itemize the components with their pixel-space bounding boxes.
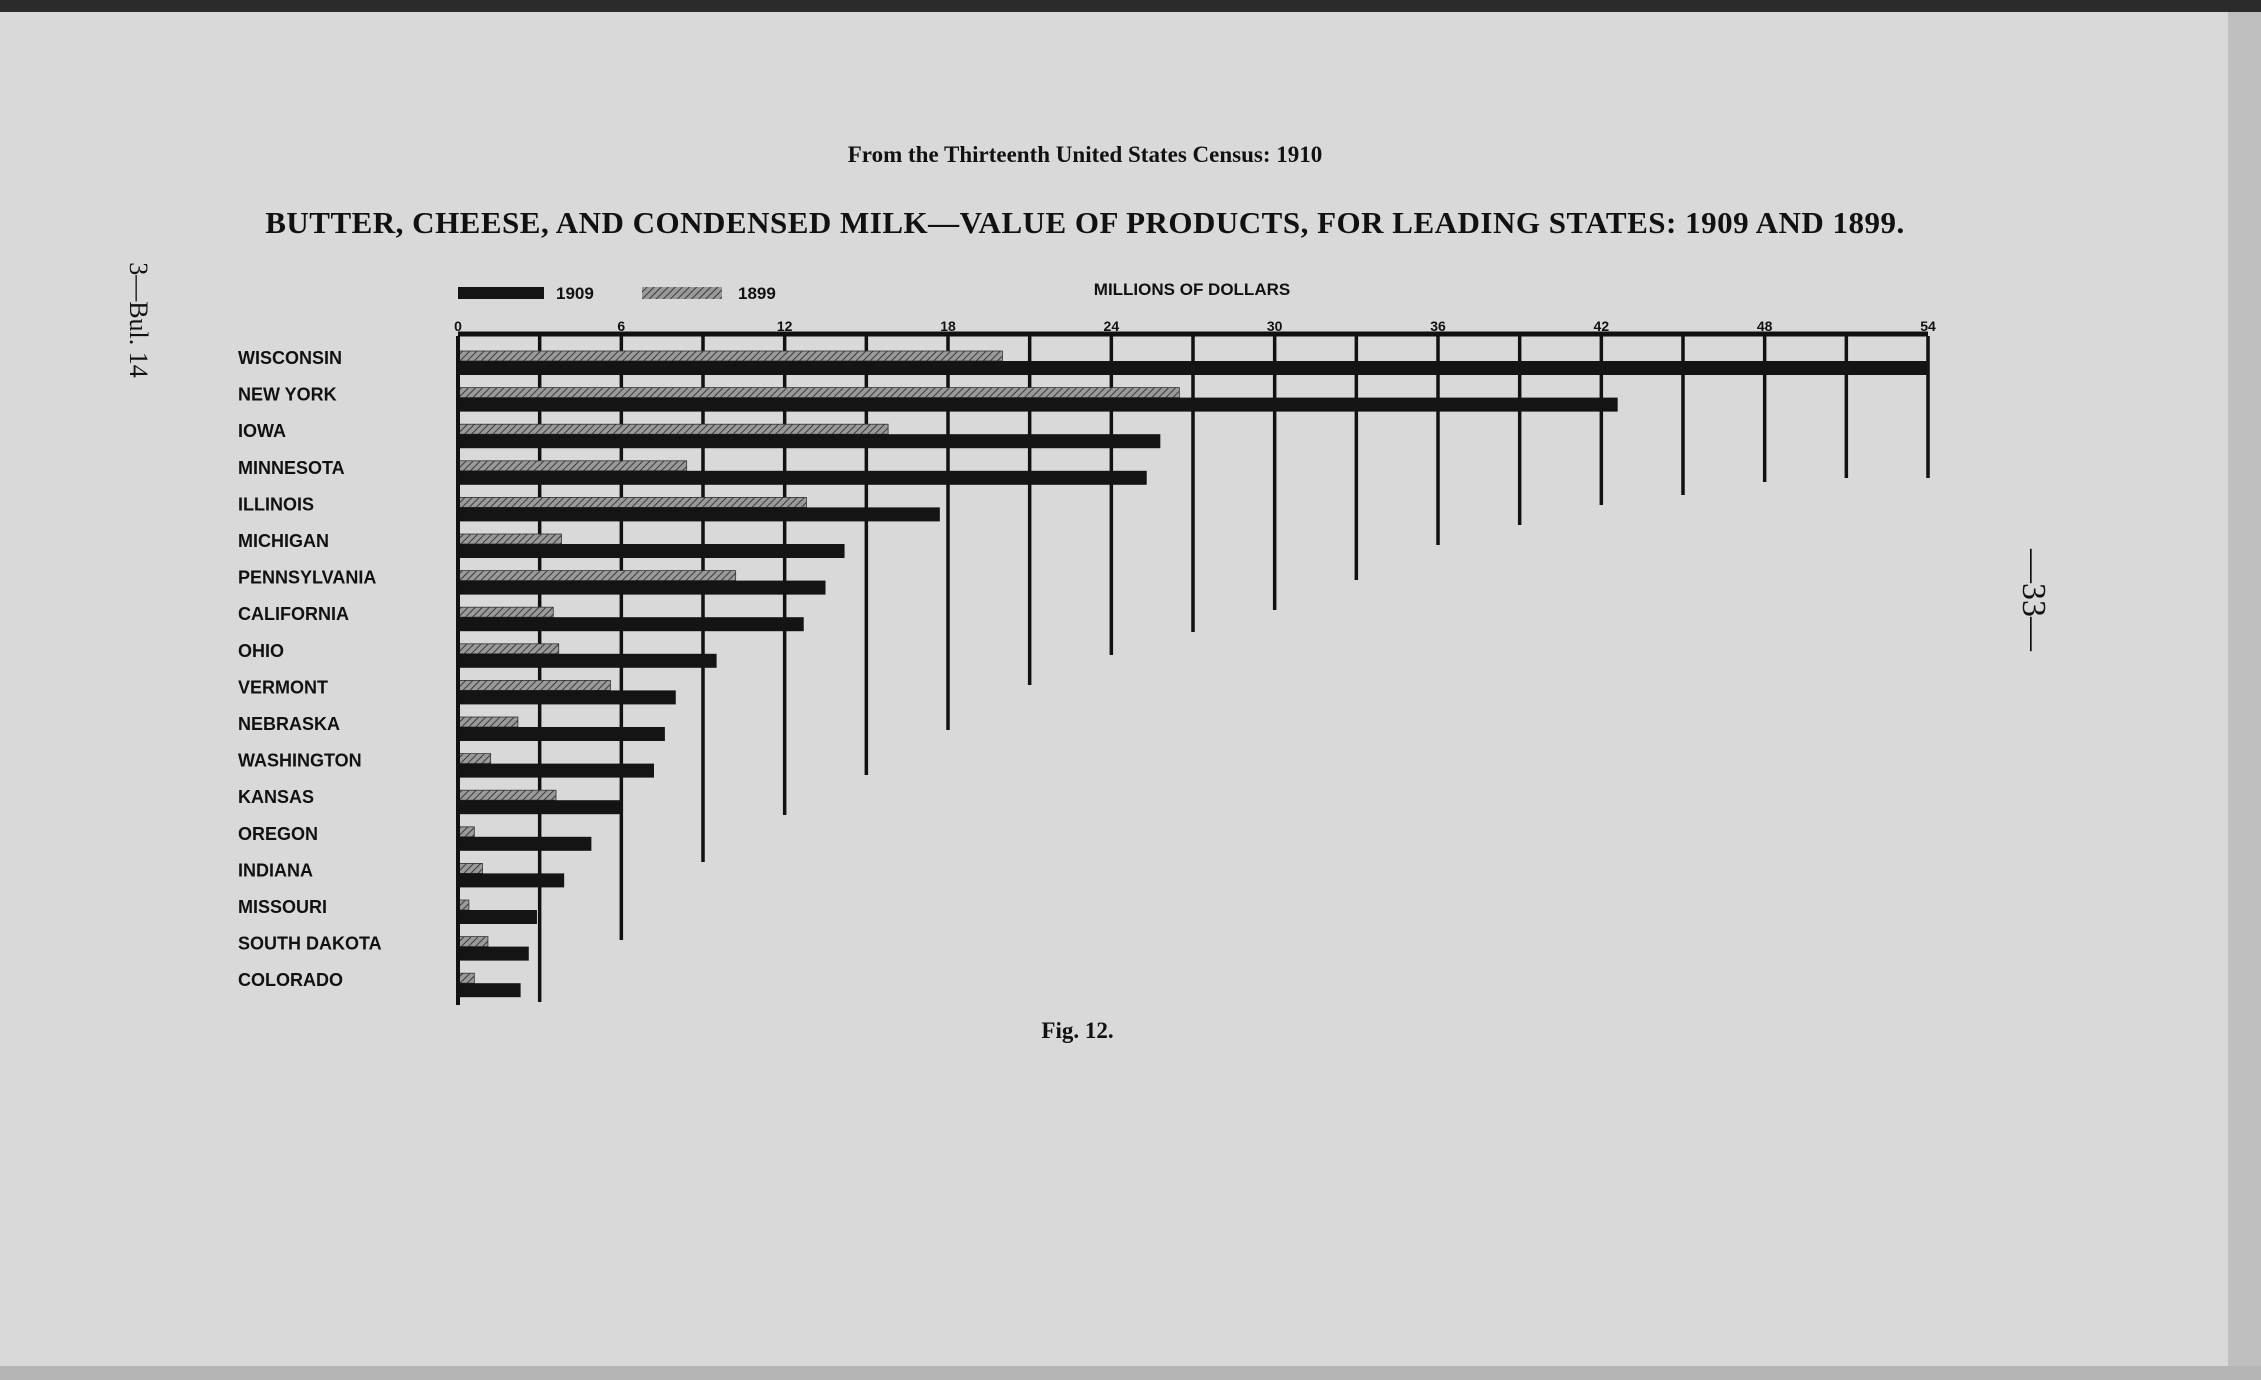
legend-label-1899: 1899 xyxy=(738,284,776,303)
bar-1909 xyxy=(458,361,1928,375)
bar-1909 xyxy=(458,617,804,631)
y-category-label: MICHIGAN xyxy=(238,531,329,551)
x-tick-label: 54 xyxy=(1920,318,1936,334)
y-category-label: KANSAS xyxy=(238,787,315,808)
bar-1899 xyxy=(458,424,888,434)
bar-1909 xyxy=(458,947,529,961)
bar-1909 xyxy=(458,398,1618,412)
legend-label-1909: 1909 xyxy=(556,284,594,303)
bar-1909 xyxy=(458,544,845,558)
y-category-label: OHIO xyxy=(238,640,285,661)
bar-1899 xyxy=(458,497,806,507)
y-category-label: MISSOURI xyxy=(238,897,328,917)
bar-1909 xyxy=(458,910,537,924)
source-note: From the Thirteenth United States Census: 1910 xyxy=(847,142,1323,167)
bar-1899 xyxy=(458,461,687,471)
bar-1899 xyxy=(458,388,1179,398)
y-category-label: IOWA xyxy=(238,421,286,442)
x-tick-label: 30 xyxy=(1266,318,1283,334)
bar-1899 xyxy=(458,680,610,690)
bar-1899 xyxy=(458,571,736,581)
y-category-label: COLORADO xyxy=(238,970,343,991)
chart-plot-area xyxy=(238,280,1936,1005)
bar-1899 xyxy=(458,534,561,544)
bar-1899 xyxy=(458,937,488,947)
bar-1899 xyxy=(458,790,556,800)
y-category-label: MINNESOTA xyxy=(238,457,345,478)
x-tick-label: 18 xyxy=(940,318,956,334)
bar-1899 xyxy=(458,717,518,727)
y-category-label: NEW YORK xyxy=(238,384,337,405)
bar-1899 xyxy=(458,607,553,617)
x-axis-label: MILLIONS OF DOLLARS xyxy=(1093,280,1291,299)
bar-1909 xyxy=(458,507,940,521)
y-category-label: PENNSYLVANIA xyxy=(238,567,377,588)
bar-1899 xyxy=(458,351,1002,361)
bar-1899 xyxy=(458,863,483,873)
bar-1909 xyxy=(458,654,717,668)
y-category-label: NEBRASKA xyxy=(238,714,341,734)
x-tick-label: 6 xyxy=(617,318,626,334)
bar-1899 xyxy=(458,644,559,654)
bar-1909 xyxy=(458,764,654,778)
bar-1909 xyxy=(458,983,521,997)
bar-1909 xyxy=(458,434,1160,448)
bar-1899 xyxy=(458,827,474,837)
bar-1909 xyxy=(458,690,676,704)
bar-1909 xyxy=(458,873,564,887)
page-number: —33— xyxy=(2015,549,2052,651)
y-category-label: WASHINGTON xyxy=(238,750,362,771)
bar-1899 xyxy=(458,754,491,764)
x-tick-label: 0 xyxy=(454,318,462,334)
y-category-label: WISCONSIN xyxy=(238,348,343,368)
x-tick-label: 24 xyxy=(1103,318,1120,334)
x-tick-label: 36 xyxy=(1430,318,1446,334)
figure-label: Fig. 12. xyxy=(1041,1018,1114,1043)
bar-1909 xyxy=(458,581,826,595)
y-category-label: INDIANA xyxy=(238,860,313,881)
x-tick-label: 48 xyxy=(1756,318,1773,334)
y-category-label: ILLINOIS xyxy=(238,494,314,515)
x-tick-label: 12 xyxy=(776,318,793,334)
legend-swatch-1899 xyxy=(642,287,722,299)
y-category-label: OREGON xyxy=(238,823,319,844)
y-category-label: SOUTH DAKOTA xyxy=(238,933,382,954)
side-bulletin-label: 3—Bul. 14 xyxy=(124,262,153,378)
x-tick-label: 42 xyxy=(1593,318,1610,334)
bar-1909 xyxy=(458,800,621,814)
bar-1909 xyxy=(458,471,1147,485)
bar-1909 xyxy=(458,727,665,741)
y-category-label: VERMONT xyxy=(238,677,328,698)
legend-swatch-1909 xyxy=(458,287,544,299)
bar-1909 xyxy=(458,837,591,851)
bar-1899 xyxy=(458,973,474,983)
chart-title: BUTTER, CHEESE, AND CONDENSED MILK—VALUE OF PRODUCTS, FOR LEADING STATES: 1909 AND 1899. xyxy=(265,205,1905,240)
y-category-label: CALIFORNIA xyxy=(238,604,349,625)
